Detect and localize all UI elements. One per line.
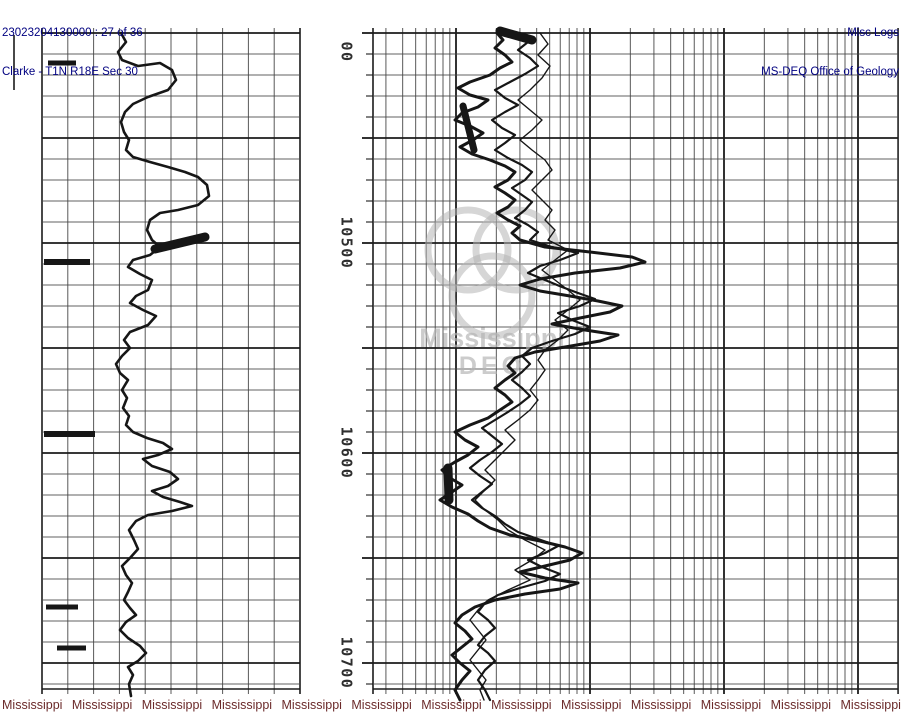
footer-watermark-word: Mississippi bbox=[281, 698, 342, 712]
footer-watermark-word: Mississippi bbox=[491, 698, 552, 712]
watermark-text-deq: DEQ bbox=[458, 352, 526, 380]
ink-blob bbox=[155, 237, 205, 249]
footer-watermark-row bbox=[2, 698, 901, 712]
header-left bbox=[2, 1, 143, 92]
footer-watermark-word: Mississippi bbox=[71, 698, 133, 712]
footer-watermark-word: Mississippi bbox=[840, 698, 901, 712]
footer-watermark-word: Mississippi bbox=[421, 698, 482, 712]
depth-label: 10500 bbox=[337, 216, 356, 270]
api-number-and-page: 23023204130000 : 27 of 36 bbox=[2, 27, 143, 39]
watermark-text-mississippi: Mississippi bbox=[419, 323, 565, 353]
header-right bbox=[761, 1, 899, 92]
footer-watermark-word: Mississippi bbox=[211, 698, 273, 712]
agency-label: MS-DEQ Office of Geology bbox=[761, 66, 899, 78]
footer-watermark-word: Mississippi bbox=[141, 698, 203, 712]
footer-watermark-word: Mississippi bbox=[630, 698, 692, 712]
depth-label: 00 bbox=[337, 41, 356, 63]
left-track-curve bbox=[116, 33, 209, 696]
well-location: Clarke - T1N R18E Sec 30 bbox=[2, 66, 138, 78]
footer-watermark-word: Mississippi bbox=[770, 698, 832, 712]
log-type-label: Misc Logs bbox=[847, 27, 899, 39]
footer-watermark-word: Mississippi bbox=[700, 698, 762, 712]
ink-blob bbox=[448, 468, 449, 500]
footer-watermark-word: Mississippi bbox=[561, 698, 622, 712]
depth-label: 10600 bbox=[337, 426, 356, 480]
depth-label: 10700 bbox=[337, 636, 356, 690]
footer-watermark-word: Mississippi bbox=[351, 698, 412, 712]
footer-watermark-word: Mississippi bbox=[2, 698, 63, 712]
